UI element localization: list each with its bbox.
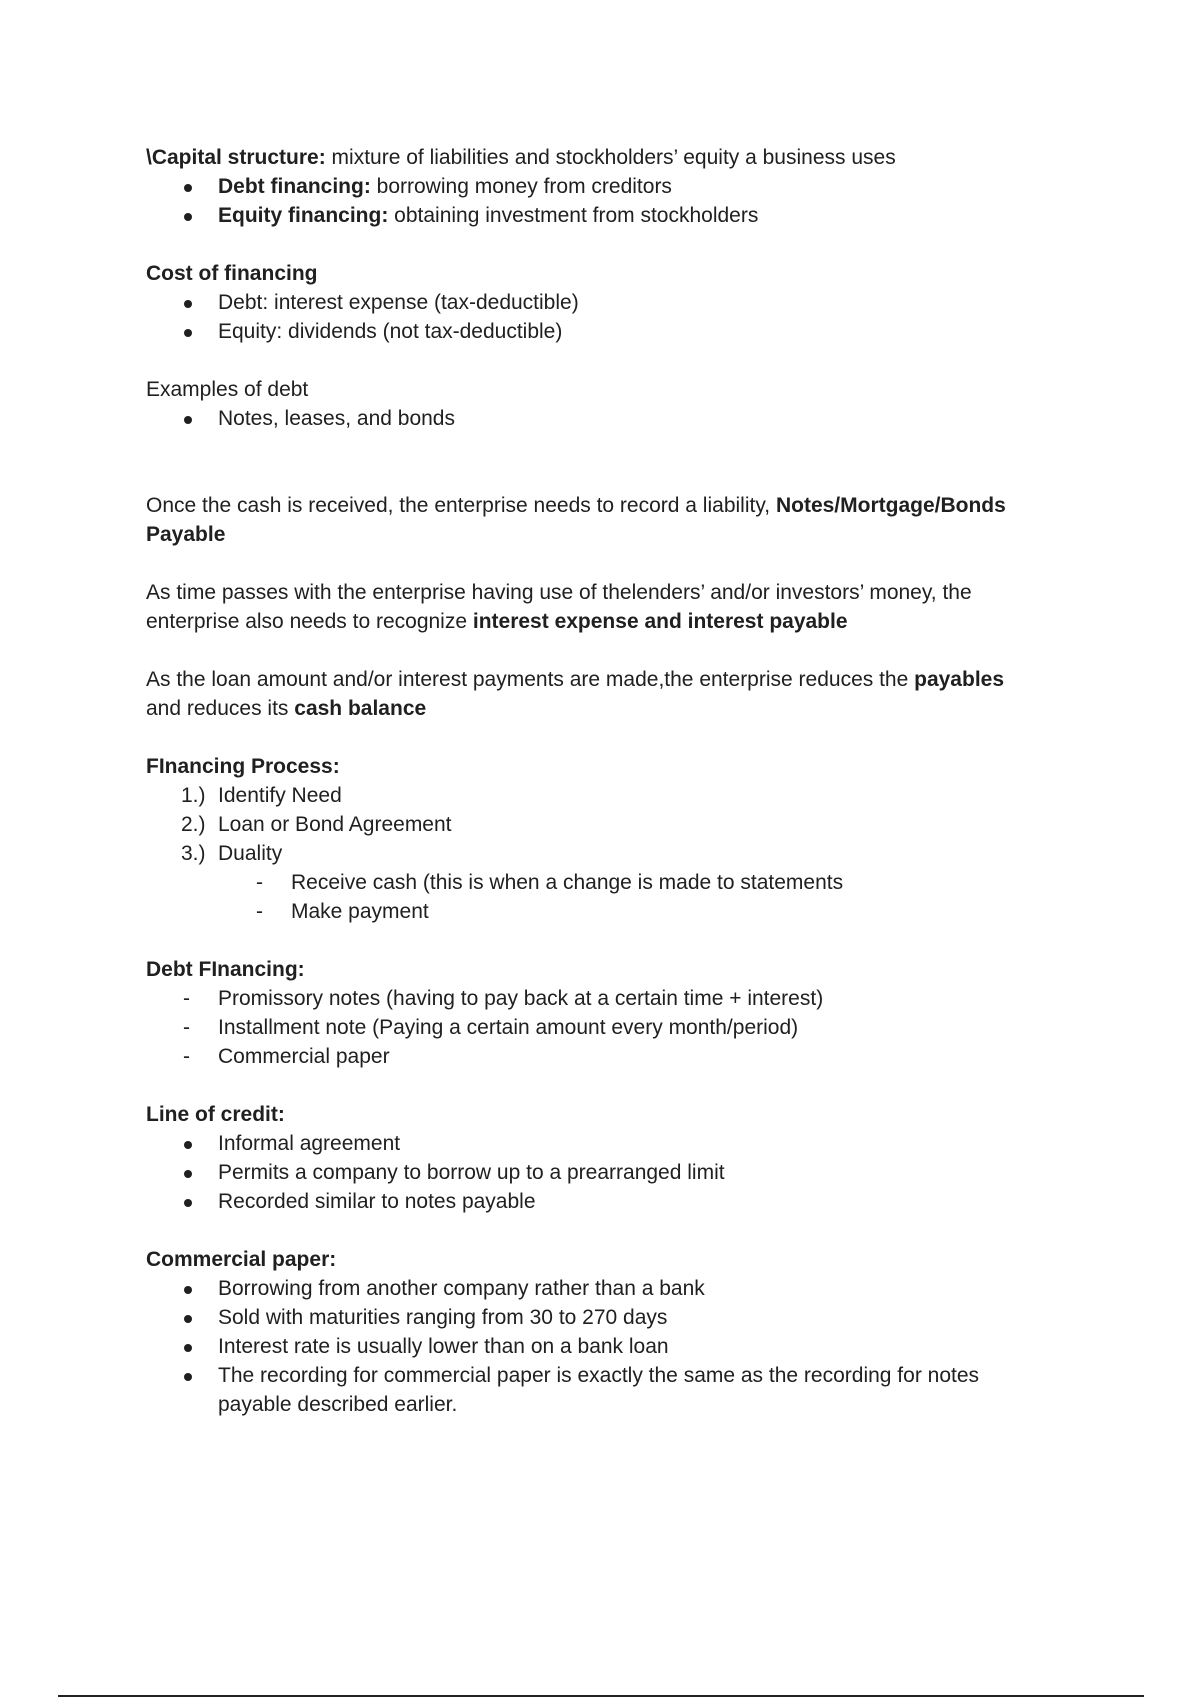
debt-financing-text: borrowing money from creditors [370, 175, 672, 198]
list-item [146, 839, 1066, 868]
list-item [146, 201, 1066, 230]
capital-structure-list [146, 172, 1066, 230]
paragraph-payments-line1 [146, 665, 1066, 694]
page-bottom-rule [58, 1695, 1144, 1697]
list-item [146, 897, 1066, 926]
dash-marker: - [256, 900, 263, 923]
duality-sub-list [146, 868, 1066, 926]
step-number: 1.) [181, 784, 206, 807]
list-item [146, 1042, 1066, 1071]
spacer [146, 433, 1066, 491]
dash-marker: - [183, 987, 190, 1010]
spacer [146, 1216, 1066, 1245]
list-item [146, 1013, 1066, 1042]
list-item-text: Make payment [291, 900, 429, 923]
step-number: 2.) [181, 813, 206, 836]
spacer [146, 723, 1066, 752]
paragraph-liability [146, 491, 1066, 520]
bullet-icon [184, 1199, 192, 1207]
list-item [146, 781, 1066, 810]
list-item [146, 1303, 1066, 1332]
spacer [146, 230, 1066, 259]
list-item [146, 1129, 1066, 1158]
line-of-credit-list [146, 1129, 1066, 1216]
list-item-text: Promissory notes (having to pay back at a certain time + interest) [218, 987, 824, 1010]
bullet-icon [184, 1141, 192, 1149]
capital-structure-definition [146, 143, 1066, 172]
list-item [146, 984, 1066, 1013]
line-of-credit-heading: Line of credit: [146, 1103, 285, 1126]
debt-financing-heading: Debt FInancing: [146, 958, 305, 981]
list-item-text-line2: payable described earlier. [218, 1393, 458, 1416]
commercial-paper-heading: Commercial paper: [146, 1248, 337, 1271]
financing-process-steps [146, 781, 1066, 868]
paragraph-text: As the loan amount and/or interest payments are made,the enterprise reduces the [146, 668, 915, 691]
list-item [146, 1158, 1066, 1187]
debt-financing-list [146, 984, 1066, 1071]
bullet-icon [184, 329, 192, 337]
list-item [146, 317, 1066, 346]
bullet-icon [184, 213, 192, 221]
step-text: Loan or Bond Agreement [218, 813, 452, 836]
paragraph-text: enterprise also needs to recognize [146, 610, 473, 633]
list-item-text: Borrowing from another company rather than a bank [218, 1277, 705, 1300]
list-item [146, 1274, 1066, 1303]
cost-of-financing-heading: Cost of financing [146, 262, 318, 285]
paragraph-bold: interest expense and interest payable [472, 610, 848, 633]
list-item-text-line1: The recording for commercial paper is exactly the same as the recording for notes [218, 1364, 980, 1387]
spacer [146, 636, 1066, 665]
step-text: Duality [218, 842, 283, 865]
list-item-text: Interest rate is usually lower than on a bank loan [218, 1335, 669, 1358]
dash-marker: - [183, 1016, 190, 1039]
list-item-text: Receive cash (this is when a change is made to statements [291, 871, 844, 894]
bullet-icon [184, 1373, 192, 1381]
list-item-text: Equity: dividends (not tax-deductible) [218, 320, 563, 343]
spacer [146, 549, 1066, 578]
list-item-text: Commercial paper [218, 1045, 390, 1068]
list-item [146, 868, 1066, 897]
capital-structure-text: mixture of liabilities and stockholders’ equity a business uses [325, 146, 896, 169]
paragraph-interest-line2 [146, 607, 1066, 636]
list-item [146, 1332, 1066, 1361]
list-item-text: Debt: interest expense (tax-deductible) [218, 291, 579, 314]
examples-of-debt-heading: Examples of debt [146, 378, 309, 401]
paragraph-interest-line1: As time passes with the enterprise having use of thelenders’ and/or investors’ money, the [146, 581, 972, 604]
list-item-text: Recorded similar to notes payable [218, 1190, 536, 1213]
list-item-text: Permits a company to borrow up to a prearranged limit [218, 1161, 725, 1184]
bullet-icon [184, 1344, 192, 1352]
document-content [146, 143, 1066, 1419]
paragraph-bold: cash balance [294, 697, 427, 720]
step-text: Identify Need [218, 784, 342, 807]
dash-marker: - [183, 1045, 190, 1068]
financing-process-heading: FInancing Process: [146, 755, 340, 778]
list-item [146, 404, 1066, 433]
list-item-text: Sold with maturities ranging from 30 to 270 days [218, 1306, 668, 1329]
paragraph-text: and reduces its [146, 697, 295, 720]
list-item-text: Installment note (Paying a certain amount every month/period) [218, 1016, 799, 1039]
capital-structure-term: \Capital structure: [146, 146, 326, 169]
spacer [146, 926, 1066, 955]
paragraph-bold: payables [914, 668, 1005, 691]
bullet-icon [184, 1170, 192, 1178]
spacer [146, 1071, 1066, 1100]
bullet-icon [184, 300, 192, 308]
list-item [146, 288, 1066, 317]
bullet-icon [184, 416, 192, 424]
bullet-icon [184, 1286, 192, 1294]
step-number: 3.) [181, 842, 206, 865]
list-item [146, 1187, 1066, 1216]
paragraph-payments-line2 [146, 694, 1066, 723]
dash-marker: - [256, 871, 263, 894]
cost-of-financing-list [146, 288, 1066, 346]
equity-financing-term: Equity financing: [218, 204, 389, 227]
list-item [146, 810, 1066, 839]
bullet-icon [184, 1315, 192, 1323]
bullet-icon [184, 184, 192, 192]
paragraph-bold-continued: Payable [146, 523, 226, 546]
paragraph-bold: Notes/Mortgage/Bonds [775, 494, 1006, 517]
list-item [146, 1361, 1066, 1419]
list-item [146, 172, 1066, 201]
commercial-paper-list [146, 1274, 1066, 1419]
debt-financing-term: Debt financing: [218, 175, 371, 198]
paragraph-text: Once the cash is received, the enterprise needs to record a liability, [146, 494, 776, 517]
list-item-text: Informal agreement [218, 1132, 401, 1155]
spacer [146, 346, 1066, 375]
list-item-text: Notes, leases, and bonds [218, 407, 455, 430]
examples-of-debt-list [146, 404, 1066, 433]
equity-financing-text: obtaining investment from stockholders [388, 204, 759, 227]
